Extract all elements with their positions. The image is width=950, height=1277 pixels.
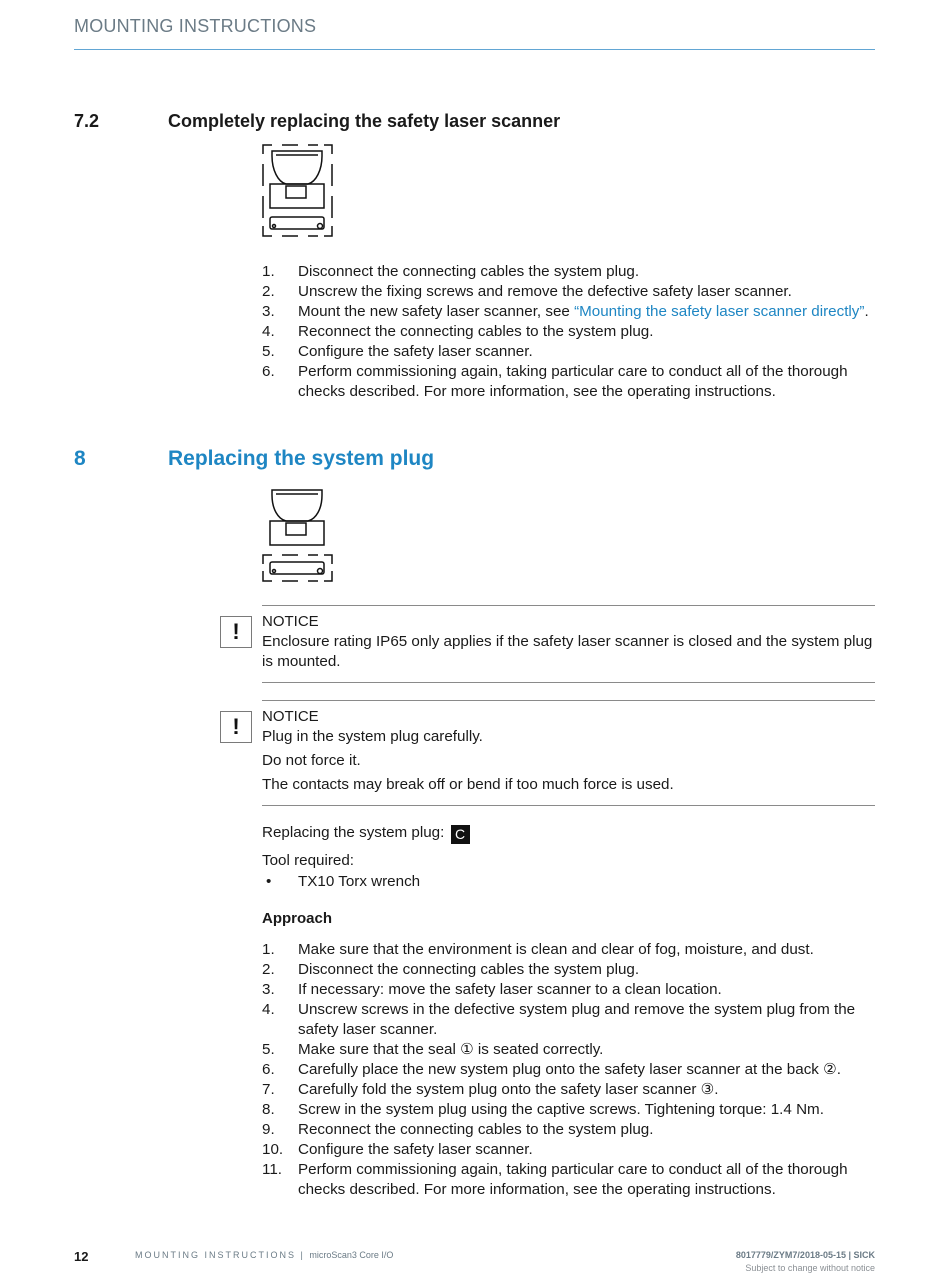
header-rule: [74, 49, 875, 50]
list-item: 4. Unscrew screws in the defective system plug and remove the system plug from the safety laser scanner.: [262, 1001, 856, 1038]
notice-rule-top: [262, 700, 875, 701]
footer-note: Subject to change without notice: [745, 1263, 875, 1273]
notice-body: Enclosure rating IP65 only applies if the safety laser scanner is closed and the system plug is mounted.: [262, 633, 873, 670]
procedure-label: Replacing the system plug: C: [262, 823, 470, 844]
list-item: 3. If necessary: move the safety laser scanner to a clean location.: [262, 981, 722, 998]
running-header: MOUNTING INSTRUCTIONS: [74, 16, 317, 36]
section-number: 7.2: [74, 111, 100, 131]
section-title: Replacing the system plug: [168, 447, 435, 470]
notice-box: [262, 707, 875, 795]
list-item: 5. Configure the safety laser scanner.: [262, 343, 533, 360]
section-number: 8: [74, 447, 86, 470]
footer-document-title: MOUNTING INSTRUCTIONS | microScan3 Core I/O: [135, 1250, 394, 1260]
notice-title: NOTICE: [262, 613, 319, 630]
section-title: Completely replacing the safety laser scanner: [168, 111, 561, 131]
list-item: 11. Perform commissioning again, taking particular care to conduct all of the thorough checks described. For more information, see the operating instructions.: [262, 1161, 848, 1198]
list-item: 2. Unscrew the fixing screws and remove the defective safety laser scanner.: [262, 283, 792, 300]
list-item: 6. Carefully place the new system plug onto the safety laser scanner at the back ②.: [262, 1061, 841, 1078]
list-item: 2. Disconnect the connecting cables the system plug.: [262, 961, 640, 978]
notice-body-line: Do not force it.: [262, 752, 361, 769]
procedure-badge: C: [451, 825, 470, 844]
tool-list: [262, 872, 420, 892]
notice-body-line: Plug in the system plug carefully.: [262, 728, 483, 745]
system-plug-replace-icon: [258, 485, 338, 587]
list-item: 8. Screw in the system plug using the captive screws. Tightening torque: 1.4 Nm.: [262, 1101, 824, 1118]
list-item: 1. Make sure that the environment is clean and clear of fog, moisture, and dust.: [262, 941, 814, 958]
list-item: 3. Mount the new safety laser scanner, see “Mounting the safety laser scanner directly”.: [262, 303, 869, 320]
notice-rule-bottom: [262, 805, 875, 806]
replace-plug-steps: [262, 940, 877, 1200]
notice-body-line: The contacts may break off or bend if too much force is used.: [262, 776, 674, 793]
notice-rule-top: [262, 605, 875, 606]
list-item: 1. Disconnect the connecting cables the system plug.: [262, 263, 640, 280]
footer-document-code: 8017779/ZYM7/2018-05-15 | SICK: [735, 1250, 875, 1260]
list-item: 9. Reconnect the connecting cables to the system plug.: [262, 1121, 654, 1138]
cross-reference-link[interactable]: “Mounting the safety laser scanner directly”: [574, 303, 865, 320]
list-item: • TX10 Torx wrench: [262, 872, 420, 892]
list-item: 10. Configure the safety laser scanner.: [262, 1141, 533, 1158]
list-item: 4. Reconnect the connecting cables to the system plug.: [262, 323, 654, 340]
replace-scanner-steps: [262, 262, 877, 402]
list-item: 6. Perform commissioning again, taking particular care to conduct all of the thorough checks described. For more information, see the operating instructions.: [262, 363, 848, 400]
notice-rule-bottom: [262, 682, 875, 683]
notice-icon: !: [220, 711, 252, 743]
list-item: 7. Carefully fold the system plug onto the safety laser scanner ③.: [262, 1081, 719, 1098]
approach-heading: Approach: [262, 910, 333, 927]
list-item: 5. Make sure that the seal ① is seated correctly.: [262, 1041, 604, 1058]
notice-box: [262, 612, 875, 672]
tool-required-label: Tool required:: [262, 852, 355, 869]
page-number: 12: [74, 1249, 89, 1264]
notice-title: NOTICE: [262, 708, 319, 725]
scanner-full-replace-icon: [258, 140, 338, 242]
notice-icon: !: [220, 616, 252, 648]
